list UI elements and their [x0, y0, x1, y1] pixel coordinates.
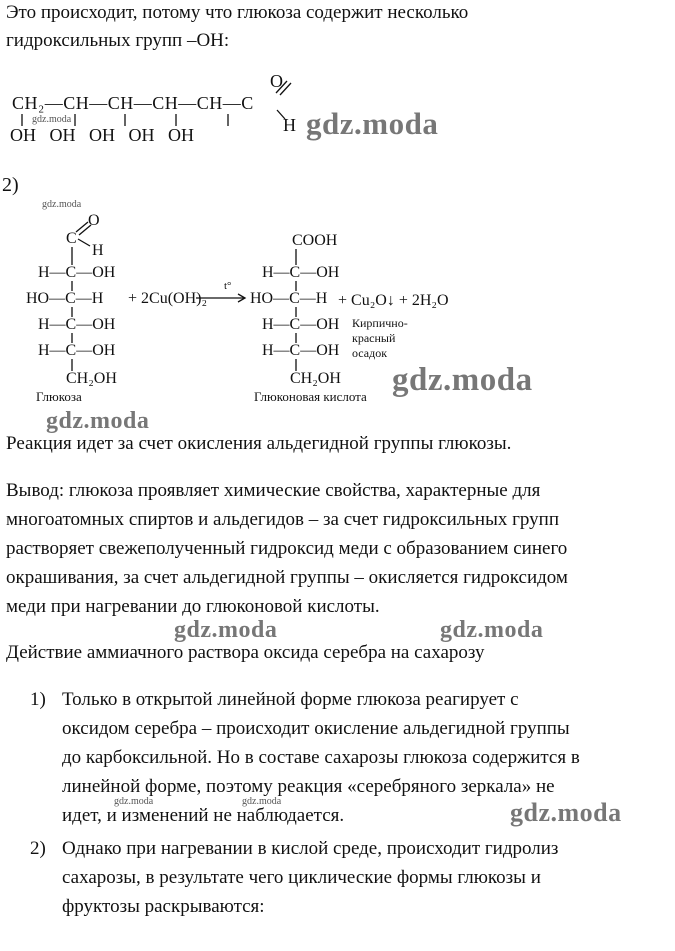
list-item-1-number: 1) — [30, 689, 46, 710]
watermark-small: gdz.moda — [42, 199, 82, 210]
conclusion-line-1: Вывод: глюкоза проявляет химические свойства, характерные для — [6, 480, 541, 501]
glucose-row-2: HO—C—H — [26, 290, 104, 307]
list-item-2-line-1: Однако при нагревании в кислой среде, происходит гидролиз — [62, 838, 559, 859]
glucose-bottom: CH₂OH — [66, 370, 117, 387]
conclusion-line-2: многоатомных спиртов и альдегидов – за счет гидроксильных групп — [6, 509, 559, 530]
precipitate-note-1: Кирпично- — [352, 316, 408, 330]
watermark-big: gdz.moda — [440, 617, 544, 643]
watermark-small: gdz.moda — [242, 796, 282, 807]
formula1-oxygen: O — [270, 71, 283, 91]
glucose-row-1: H—C—OH — [38, 264, 116, 281]
products-label: + Cu₂O↓ + 2H₂O — [338, 292, 449, 309]
conclusion-line-5: меди при нагревании до глюконовой кислоты. — [6, 596, 380, 617]
intro-line-1: Это происходит, потому что глюкоза содержит несколько — [6, 2, 469, 23]
watermark-small: gdz.moda — [32, 114, 72, 125]
heating-condition: t° — [224, 280, 232, 292]
glucose-caption: Глюкоза — [36, 389, 82, 404]
intro-line-2: гидроксильных групп –ОН: — [6, 30, 230, 51]
formula1-chain: CH₂—CH—CH—CH—CH—C — [12, 93, 254, 113]
acid-bottom: CH₂OH — [290, 370, 341, 387]
conclusion-line-3: растворяет свежеполученный гидроксид меди с образованием синего — [6, 538, 568, 559]
acid-caption: Глюконовая кислота — [254, 389, 367, 404]
glucose-row-4: H—C—OH — [38, 342, 116, 359]
list-item-1-line-4: линейной форме, поэтому реакция «серебряного зеркала» не — [62, 776, 555, 797]
precipitate-note-3: осадок — [352, 346, 388, 360]
acid-row-2: HO—C—H — [250, 290, 328, 307]
glucose-aldehyde-carbon: C — [66, 230, 77, 247]
formula1-hydrogen: H — [283, 115, 296, 135]
list-item-1-line-5: идет, и изменений не наблюдается. — [62, 805, 345, 826]
watermark-small: gdz.moda — [114, 796, 154, 807]
reaction-note: Реакция идет за счет окисления альдегидной группы глюкозы. — [6, 433, 512, 454]
acid-top: COOH — [292, 232, 338, 249]
glucose-row-3: H—C—OH — [38, 316, 116, 333]
silver-oxide-heading: Действие аммиачного раствора оксида серебра на сахарозу — [6, 642, 485, 663]
list-item-2-line-3: фруктозы раскрываются: — [62, 896, 265, 917]
watermark-big: gdz.moda — [174, 617, 278, 643]
list-item-1-line-1: Только в открытой линейной форме глюкоза реагирует с — [62, 689, 519, 710]
section-2-number: 2) — [2, 174, 19, 196]
reagent-label: + 2Cu(OH)₂ — [128, 290, 208, 307]
watermark-big: gdz.moda — [392, 362, 533, 398]
watermark-big: gdz.moda — [510, 798, 622, 827]
list-item-1-line-3: до карбоксильной. Но в составе сахарозы глюкоза содержится в — [62, 747, 580, 768]
acid-row-4: H—C—OH — [262, 342, 340, 359]
conclusion-line-4: окрашивания, за счет альдегидной группы – окисляется гидроксидом — [6, 567, 568, 588]
watermark-big: gdz.moda — [306, 106, 439, 141]
precipitate-note-2: красный — [352, 331, 396, 345]
acid-row-1: H—C—OH — [262, 264, 340, 281]
glucose-oxygen: O — [88, 212, 100, 229]
list-item-2-number: 2) — [30, 838, 46, 859]
watermark-big: gdz.moda — [46, 408, 150, 434]
acid-row-3: H—C—OH — [262, 316, 340, 333]
formula1-oh-row: OH OH OH OH OH — [10, 125, 194, 145]
glucose-aldehyde-hydrogen: H — [92, 242, 104, 259]
list-item-2-line-2: сахарозы, в результате чего циклические формы глюкозы и — [62, 867, 541, 888]
list-item-1-line-2: оксидом серебра – происходит окисление альдегидной группы — [62, 718, 570, 739]
